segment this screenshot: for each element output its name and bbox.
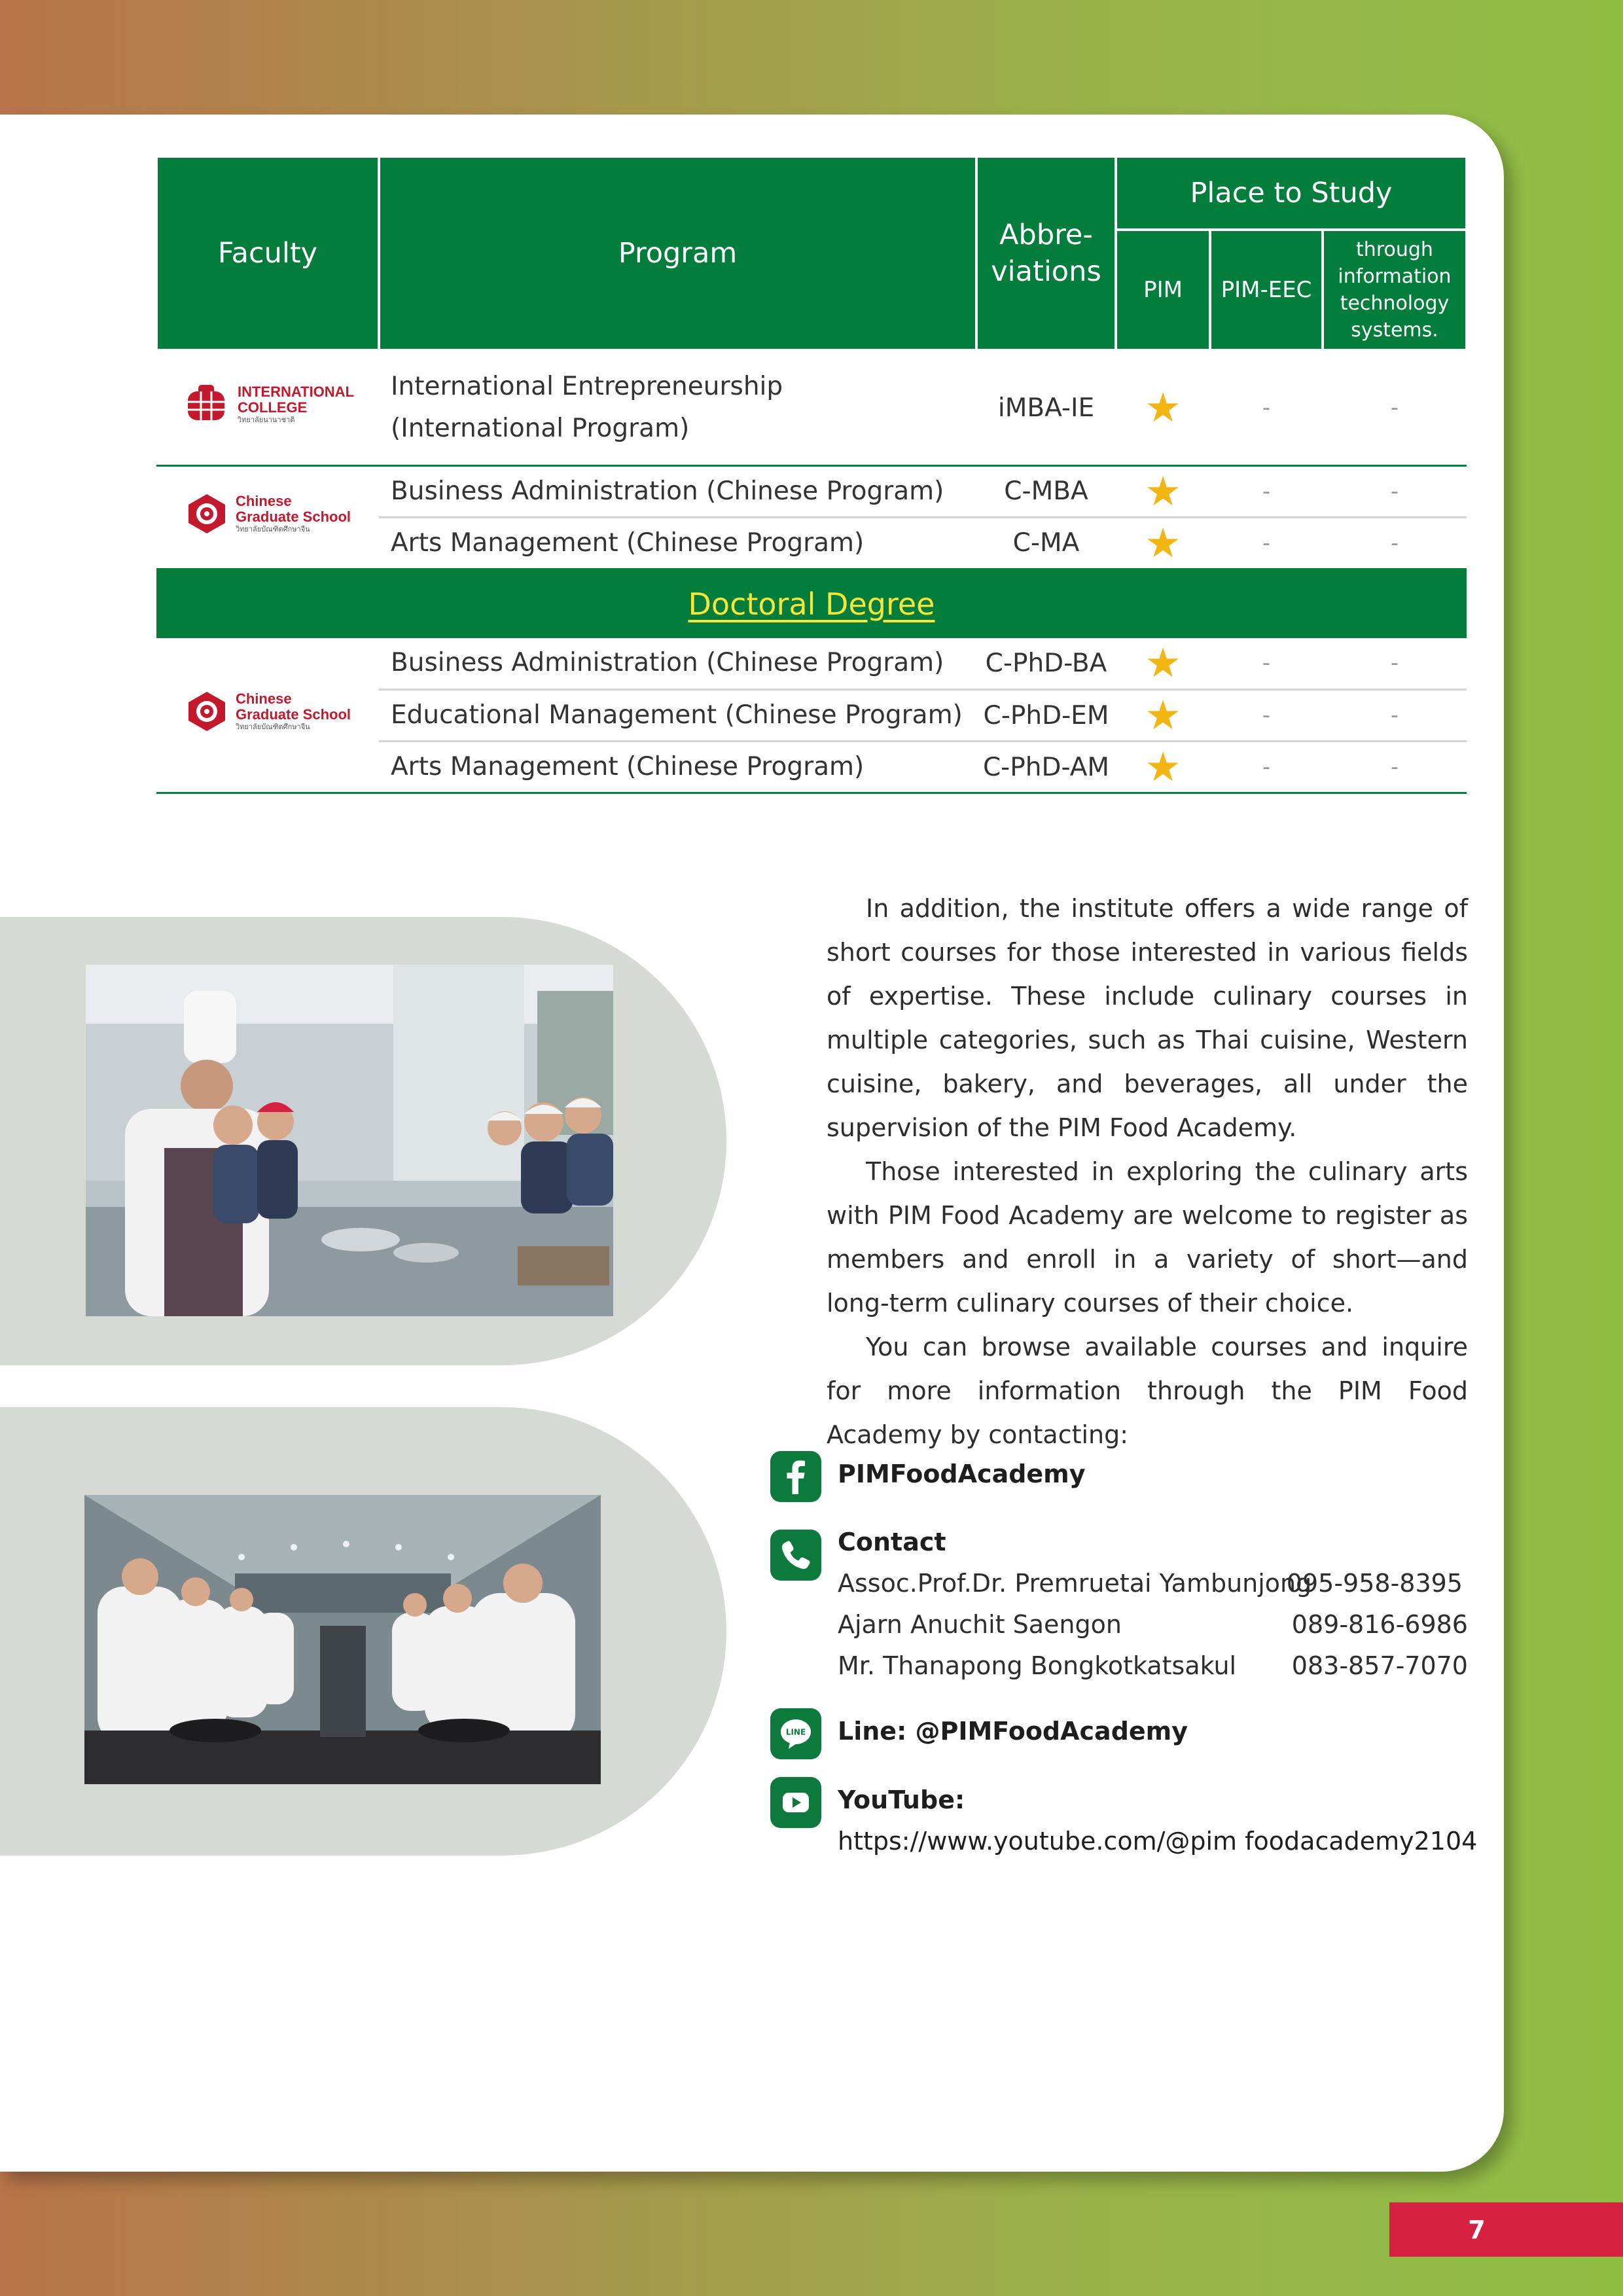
facebook-handle[interactable]: PIMFoodAcademy xyxy=(838,1460,1086,1488)
contact-row-2 xyxy=(838,1610,1468,1639)
pim-cell xyxy=(1116,690,1210,742)
star-icon: ★ xyxy=(1145,691,1181,739)
chef-demonstration-photo xyxy=(86,965,613,1316)
header-it-systems xyxy=(1323,230,1467,350)
header-it-line4: systems. xyxy=(1351,319,1438,342)
pim-eec-cell: - xyxy=(1210,465,1323,517)
star-icon: ★ xyxy=(1145,743,1181,791)
it-cell: - xyxy=(1323,690,1467,742)
pim-eec-cell: - xyxy=(1210,742,1323,793)
star-icon: ★ xyxy=(1145,384,1181,432)
header-program: Program xyxy=(379,156,976,350)
contact-row-1 xyxy=(838,1569,1468,1598)
pim-eec-cell: - xyxy=(1210,690,1323,742)
header-pim: PIM xyxy=(1116,230,1210,350)
intl-logo-line2: COLLEGE xyxy=(237,399,308,416)
abbr-cell: iMBA-IE xyxy=(976,350,1116,465)
contact-row-3 xyxy=(838,1651,1468,1680)
chinese-graduate-school-logo xyxy=(156,465,379,569)
abbr-cell: C-PhD-BA xyxy=(976,638,1116,690)
pim-cell xyxy=(1116,517,1210,569)
star-icon: ★ xyxy=(1145,518,1181,567)
international-college-emblem-icon xyxy=(181,380,231,429)
short-courses-text xyxy=(827,887,1468,1457)
contact-name: Mr. Thanapong Bongkotkatsakul xyxy=(838,1651,1237,1680)
abbr-cell: C-PhD-AM xyxy=(976,742,1116,793)
youtube-url[interactable]: https://www.youtube.com/@pim foodacademy2104 xyxy=(838,1827,1478,1856)
pim-eec-cell: - xyxy=(1210,350,1323,465)
line-handle[interactable]: Line: @PIMFoodAcademy xyxy=(838,1717,1188,1746)
paragraph-2: Those interested in exploring the culinary arts with PIM Food Academy are welcome to register as members and enroll in a variety of short—and long-term culinary courses of their choice. xyxy=(827,1157,1468,1318)
paragraph-3: You can browse available courses and inquire for more information through the PIM Food Academy by contacting: xyxy=(827,1333,1468,1449)
cgs-logo-line1: Chinese xyxy=(235,493,292,509)
culinary-class-photo xyxy=(84,1495,601,1784)
it-cell: - xyxy=(1323,350,1467,465)
doctoral-degree-band xyxy=(156,569,1467,638)
pim-cell xyxy=(1116,638,1210,690)
abbr-cell: C-PhD-EM xyxy=(976,690,1116,742)
header-abbreviations xyxy=(976,156,1116,350)
program-cell: Business Administration (Chinese Program) xyxy=(379,638,976,690)
cgs-logo-sub: วิทยาลัยบัณฑิตศึกษาจีน xyxy=(235,723,310,732)
cgs-logo-sub: วิทยาลัยบัณฑิตศึกษาจีน xyxy=(235,526,310,533)
pim-cell xyxy=(1116,350,1210,465)
header-it-line2: information xyxy=(1338,265,1452,288)
it-cell: - xyxy=(1323,742,1467,793)
header-it-line3: technology xyxy=(1340,292,1450,315)
contact-phone[interactable]: 089-816-6986 xyxy=(1291,1610,1468,1639)
pim-eec-cell: - xyxy=(1210,638,1323,690)
cgs-logo-line1: Chinese xyxy=(235,691,292,708)
star-icon: ★ xyxy=(1145,467,1181,515)
contact-title: Contact xyxy=(838,1528,946,1556)
chinese-graduate-school-emblem-icon xyxy=(185,492,229,536)
pim-cell xyxy=(1116,742,1210,793)
program-line2: (International Program) xyxy=(391,414,690,444)
page-number: 7 xyxy=(1389,2202,1623,2257)
chinese-graduate-school-emblem-icon xyxy=(185,689,229,734)
it-cell: - xyxy=(1323,465,1467,517)
program-cell: Educational Management (Chinese Program) xyxy=(379,690,976,742)
facebook-icon[interactable] xyxy=(770,1451,821,1502)
header-abbr-line1: Abbre- xyxy=(999,219,1093,251)
program-cell xyxy=(379,350,976,465)
program-cell: Business Administration (Chinese Program) xyxy=(379,465,976,517)
abbr-cell: C-MA xyxy=(976,517,1116,569)
intl-logo-sub: วิทยาลัยนานาชาติ xyxy=(237,416,295,425)
youtube-icon[interactable] xyxy=(770,1777,821,1828)
pim-cell xyxy=(1116,465,1210,517)
contact-name: Assoc.Prof.Dr. Premruetai Yambunjong xyxy=(838,1569,1312,1598)
line-icon[interactable] xyxy=(770,1708,821,1759)
program-line1: International Entrepreneurship xyxy=(391,372,783,402)
page-card xyxy=(0,115,1504,2172)
it-cell: - xyxy=(1323,638,1467,690)
program-cell: Arts Management (Chinese Program) xyxy=(379,742,976,793)
abbr-cell: C-MBA xyxy=(976,465,1116,517)
contact-name: Ajarn Anuchit Saengon xyxy=(838,1610,1122,1639)
header-it-line1: through xyxy=(1356,238,1433,261)
international-college-logo xyxy=(156,350,379,465)
youtube-label: YouTube: xyxy=(838,1785,965,1814)
header-pim-eec: PIM-EEC xyxy=(1210,230,1323,350)
header-place-to-study: Place to Study xyxy=(1116,156,1467,230)
contact-phone[interactable]: 095-958-8395 xyxy=(1286,1569,1463,1598)
paragraph-1: In addition, the institute offers a wide range of short courses for those interested in various fields of expertise. These include culinary courses in multiple categories, such as Thai cuisine, Western cuisine, bakery, and beverages, all under the supervision of the PIM Food Academy. xyxy=(827,894,1468,1142)
cgs-logo-line2: Graduate School xyxy=(235,509,351,525)
star-icon: ★ xyxy=(1145,639,1181,687)
contact-phone[interactable]: 083-857-7070 xyxy=(1291,1651,1468,1680)
pim-eec-cell: - xyxy=(1210,517,1323,569)
cgs-logo-line2: Graduate School xyxy=(235,706,351,723)
chinese-graduate-school-logo xyxy=(156,638,379,793)
header-faculty: Faculty xyxy=(156,156,379,350)
intl-logo-line1: INTERNATIONAL xyxy=(237,384,355,401)
header-abbr-line2: viations xyxy=(991,255,1101,288)
program-cell: Arts Management (Chinese Program) xyxy=(379,517,976,569)
doctoral-degree-title: Doctoral Degree xyxy=(688,586,935,622)
it-cell: - xyxy=(1323,517,1467,569)
line-icon-text: LINE xyxy=(785,1727,806,1737)
programs-table xyxy=(155,155,1468,794)
phone-icon xyxy=(770,1530,821,1581)
